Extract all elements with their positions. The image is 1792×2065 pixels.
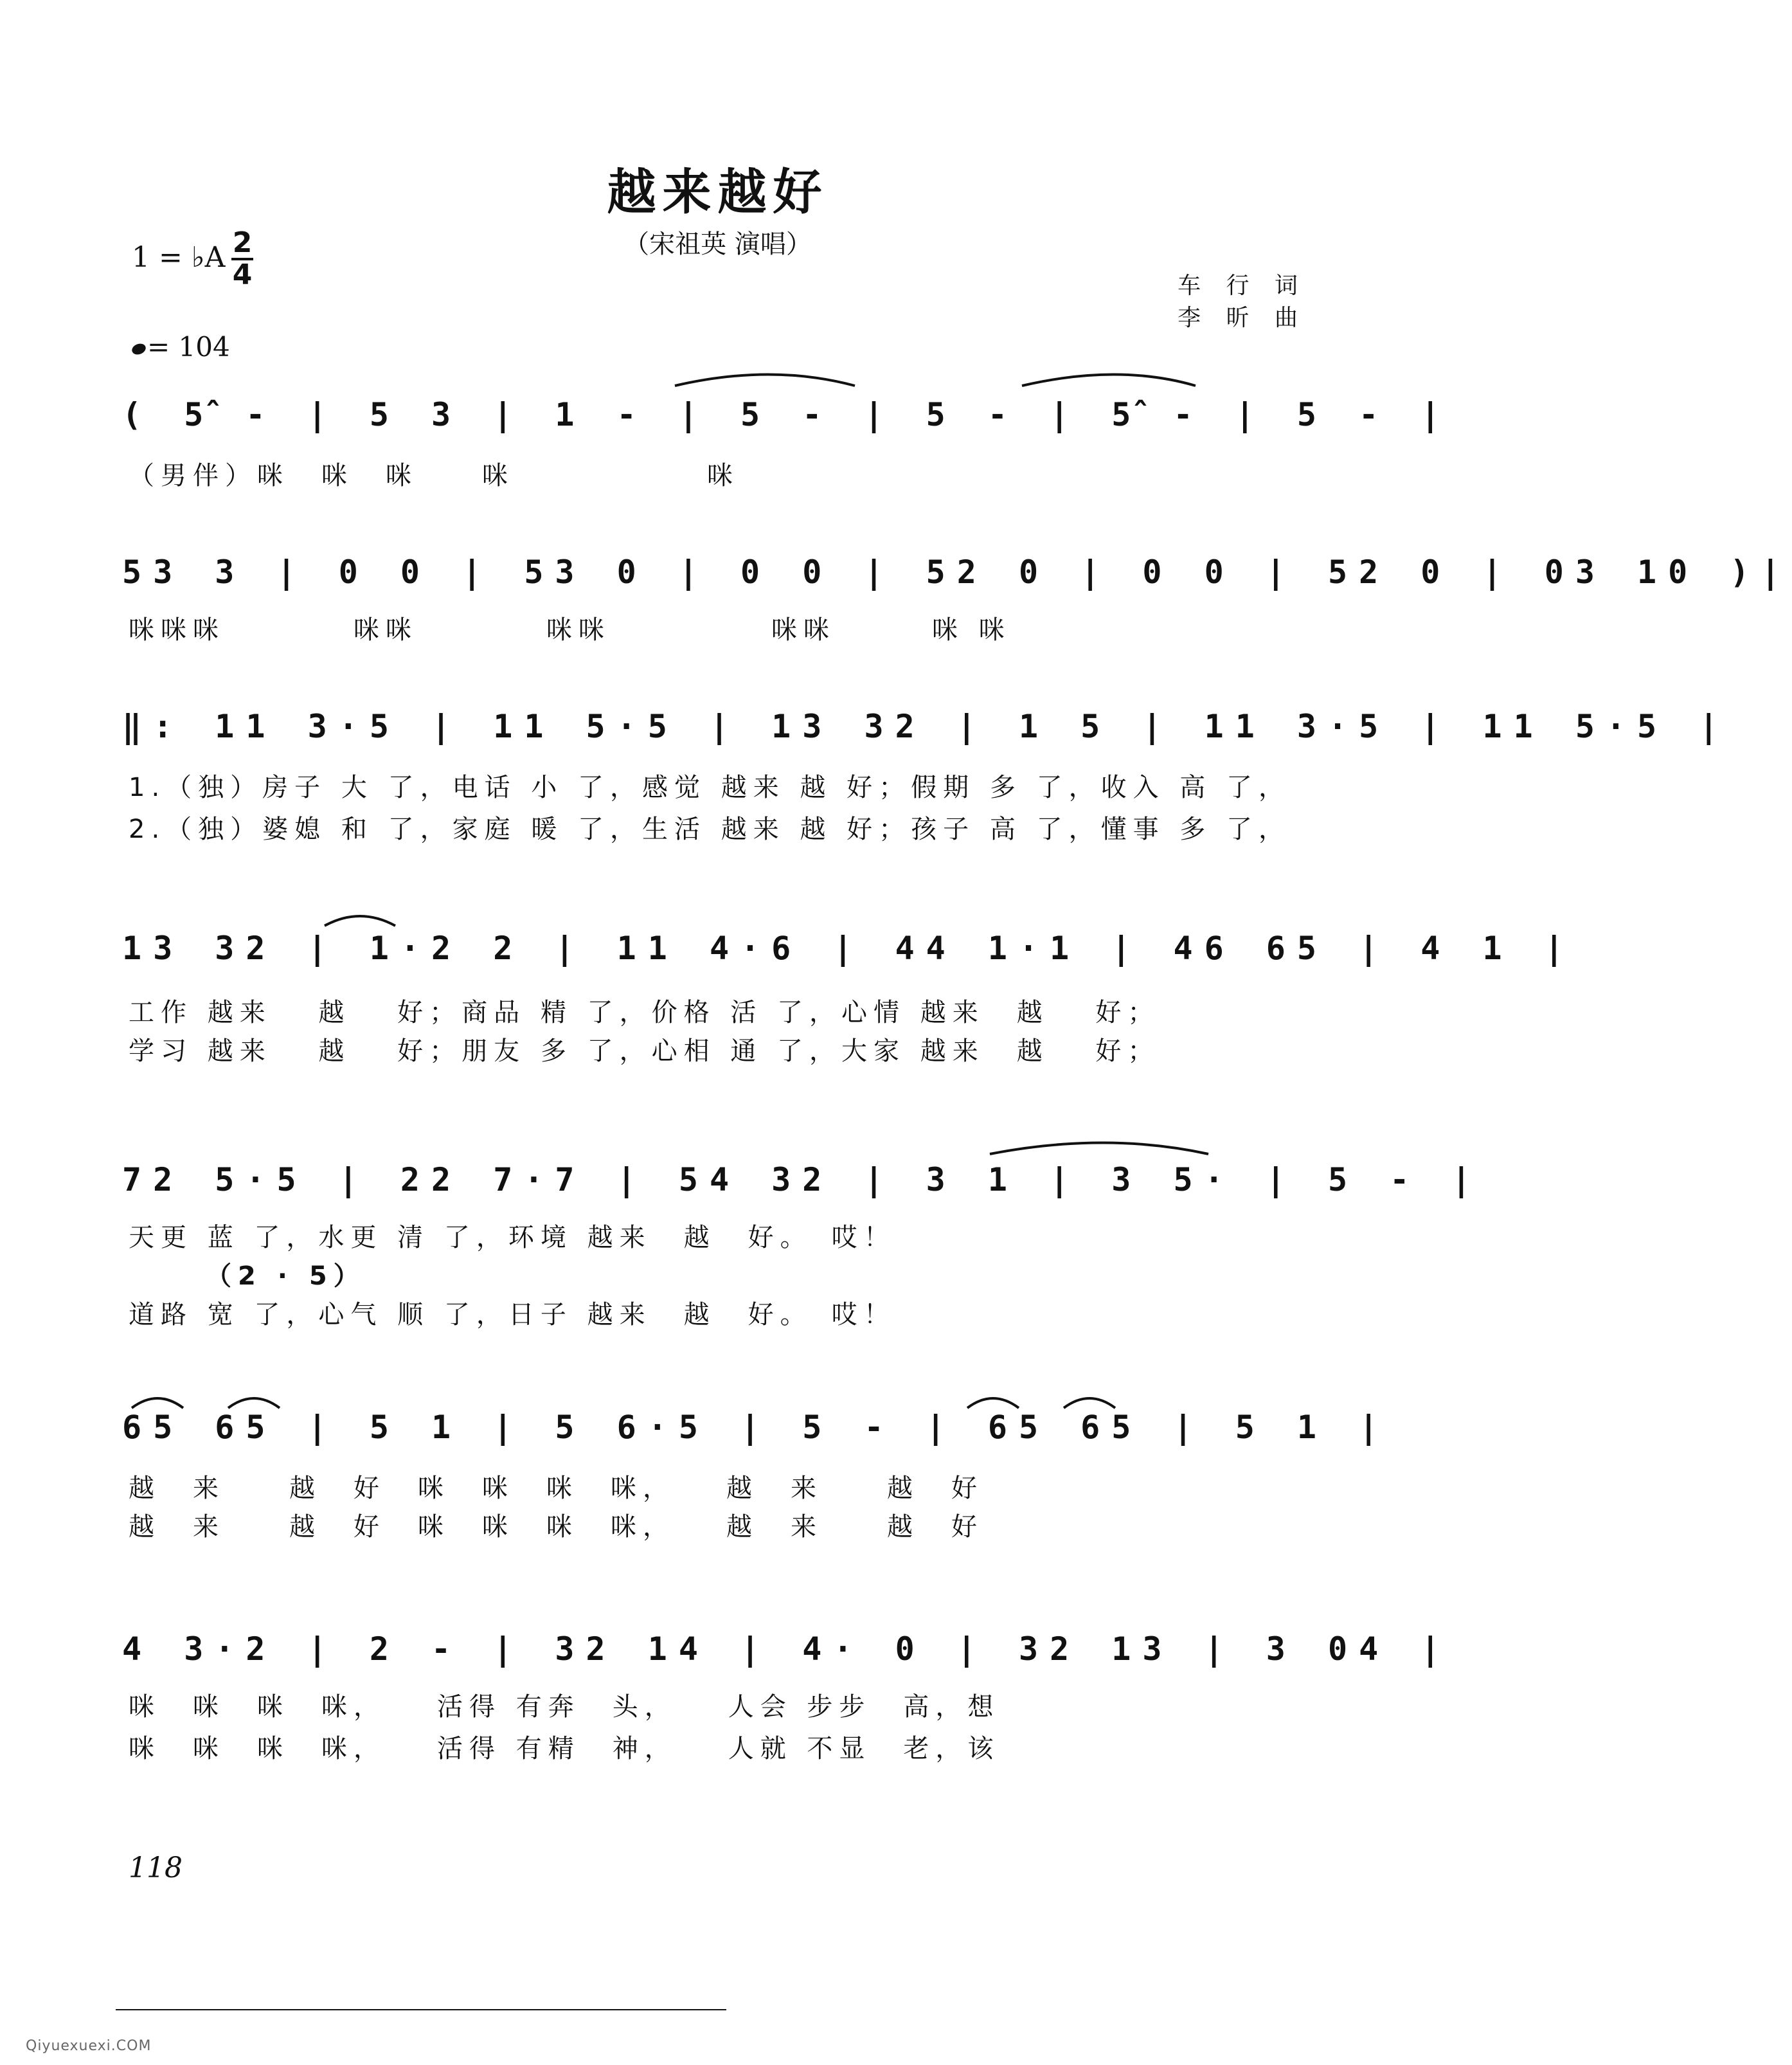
key-signature: 1 = ♭A [132, 241, 226, 274]
lyric-line: 越 来 越 好 咪 咪 咪 咪， 越 来 越 好 [129, 1512, 983, 1542]
slur-mark [967, 1398, 1019, 1408]
notation-line: 65 65 | 5 1 | 5 6·5 | 5 - | 65 65 | 5 1 | [122, 1409, 1390, 1446]
site-watermark: Qiyuexuexi.COM [26, 2038, 152, 2054]
notation-line: ‖: 11 3·5 | 11 5·5 | 13 32 | 1 5 | 11 3·5 | 11 5·5 | [122, 708, 1730, 745]
slur-mark [990, 1143, 1208, 1155]
song-title: 越来越好 [607, 163, 829, 221]
lyric-line: 1.（独）房子 大 了，电话 小 了，感觉 越来 越 好；假期 多 了，收入 高 了， [129, 773, 1291, 802]
lyric-line: 2.（独）婆媳 和 了，家庭 暖 了，生活 越来 越 好；孩子 高 了，懂事 多 了， [129, 815, 1291, 844]
notation-line: 4 3·2 | 2 - | 32 14 | 4· 0 | 32 13 | 3 04 | [122, 1630, 1452, 1668]
bottom-rule [116, 2009, 726, 2010]
slur-mark [325, 916, 395, 926]
lyric-line: 学习 越来 越 好；朋友 多 了，心相 通 了，大家 越来 越 好； [129, 1036, 1160, 1066]
slur-mark [228, 1398, 280, 1408]
composer-credit: 李 昕 曲 [1178, 305, 1307, 331]
lyric-line: 咪 咪 咪 咪， 活得 有奔 头， 人会 步步 高，想 [129, 1692, 1000, 1722]
lyric-line: 工作 越来 越 好；商品 精 了，价格 活 了，心情 越来 越 好； [129, 998, 1160, 1027]
slur-mark [132, 1398, 183, 1408]
lyric-line: 天更 蓝 了，水更 清 了，环境 越来 越 好。 哎！ [129, 1223, 896, 1252]
page-number: 118 [129, 1852, 183, 1884]
slur-mark [675, 375, 855, 386]
notation-line: ( 5̂ - | 5 3 | 1 - | 5 - | 5 - | 5̂ - | 5 - | [122, 396, 1452, 433]
slur-mark [1022, 375, 1196, 386]
lyricist-credit: 车 行 词 [1178, 273, 1307, 299]
alternate-notes: （2 · 5） [206, 1261, 366, 1291]
lyric-line: 道路 宽 了，心气 顺 了，日子 越来 越 好。 哎！ [129, 1300, 896, 1330]
meter-top: 2 [232, 226, 253, 259]
notation-line: 53 3 | 0 0 | 53 0 | 0 0 | 52 0 | 0 0 | 52 0 | 03 10 )| [122, 554, 1792, 591]
notation-line: 72 5·5 | 22 7·7 | 54 32 | 3 1 | 3 5· | 5 - | [122, 1161, 1483, 1198]
tempo-value: = 104 [147, 331, 230, 363]
notation-line: 13 32 | 1·2 2 | 11 4·6 | 44 1·1 | 46 65 | 4 1 | [122, 930, 1575, 967]
performer-credit: （宋祖英 演唱） [623, 230, 812, 259]
lyric-line: 越 来 越 好 咪 咪 咪 咪， 越 来 越 好 [129, 1474, 983, 1503]
lyric-line: 咪咪咪 咪咪 咪咪 咪咪 咪 咪 [129, 615, 1011, 645]
slur-mark [1064, 1398, 1115, 1408]
meter-bottom: 4 [232, 258, 253, 291]
lyric-line: 咪 咪 咪 咪， 活得 有精 神， 人就 不显 老，该 [129, 1734, 1000, 1763]
lyric-line: （男伴）咪 咪 咪 咪 咪 [129, 461, 739, 491]
